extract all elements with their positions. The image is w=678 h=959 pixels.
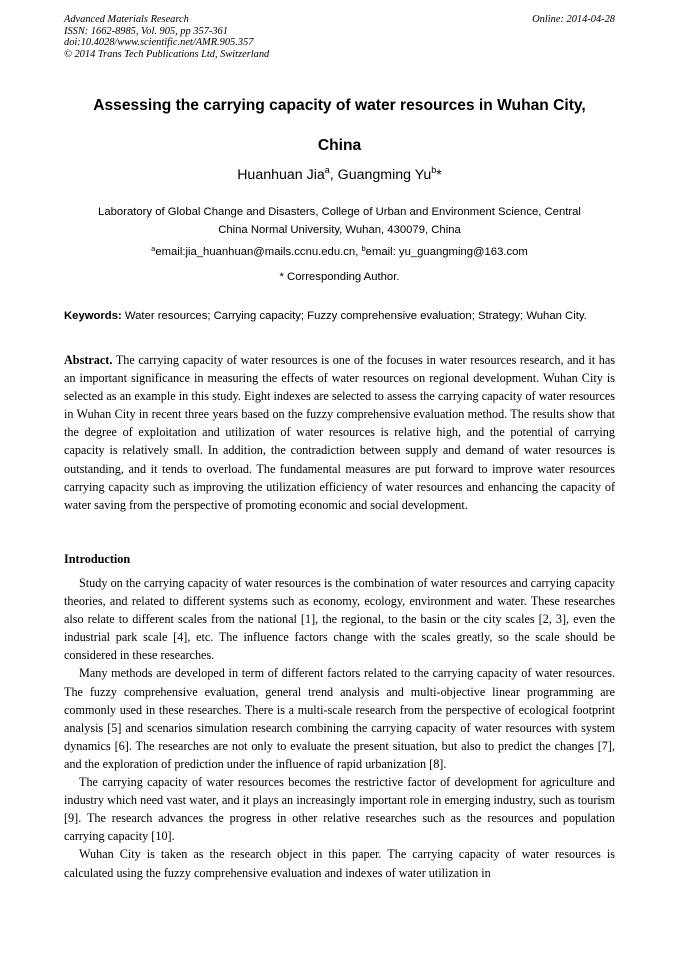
affiliation [64,203,615,239]
doi-line: doi:10.4028/www.scientific.net/AMR.905.357 [64,37,254,49]
email-1-mark: a [151,244,156,253]
intro-paragraph: The carrying capacity of water resources becomes the restrictive factor of development for agriculture and industry which need vast water, and it plays an increasingly important role in emerging industry, such as tourism [9]. The research advances the progress in other relative researches such as the resources and population carrying capacity [10]. [64,775,615,844]
author-list [64,165,615,185]
email-2-mark: b [361,244,366,253]
intro-paragraph: Wuhan City is taken as the research object in this paper. The carrying capacity of water resources is calculated using the fuzzy comprehensive evaluation and indexes of water utilization in [64,847,615,880]
issn-line: ISSN: 1662-8985, Vol. 905, pp 357-361 [64,25,228,37]
affiliation-line-2: China Normal University, Wuhan, 430079, China [218,224,461,236]
email-1: email:jia_huanhuan@mails.ccnu.edu.cn, [155,246,362,258]
author-2: Guangming Yu [337,167,432,183]
title-line-2: China [317,137,362,154]
corresponding-star: * [436,167,442,183]
intro-paragraph: Study on the carrying capacity of water resources is the combination of water resources and carrying capacity theories, and related to different systems such as economy, ecology, environment and water. These researches also relate to different scales from the national [1], the regional, to the basin or the city scales [2, 3], even the industrial park scale [4], etc. The influence factors change with the scales greatly, so the scale should be considered in these researches. [64,576,615,663]
email-2: email: yu_guangming@163.com [365,246,528,258]
paper-title [64,86,615,166]
abstract [64,351,615,514]
author-separator: , [329,167,338,183]
abstract-text: The carrying capacity of water resources is one of the focuses in water resources research, and it has an important significance in measuring the effects of water resources on regional development. Wuhan City is selected as an example in this study. Eight indexes are selected to assess the carrying capacity of water resources in Wuhan City in recent three years based on the fuzzy comprehensive evaluation method. The results show that the degree of exploitation and utilization of water resources is relative high, and the potential of carrying capacity is relatively small. In addition, the contradiction between supply and demand of water resources is outstanding, and it tends to overload. The fundamental measures are put forward to improve water resources carrying capacity such as improving the utilization efficiency of water resources and enhancing the capacity of water saving from the perspective of promoting economic and social development. [64,353,615,512]
journal-header [64,14,615,60]
author-emails [64,245,615,259]
title-line-1: Assessing the carrying capacity of water resources in Wuhan City, [93,97,586,114]
author-1: Huanhuan Jia [237,167,325,183]
corresponding-note: * Corresponding Author. [279,271,400,283]
copyright-line: © 2014 Trans Tech Publications Ltd, Switzerland [64,48,270,60]
online-date: Online: 2014-04-28 [532,14,615,25]
keywords-text: Water resources; Carrying capacity; Fuzzy comprehensive evaluation; Strategy; Wuhan City. [121,310,587,322]
author-2-affil-mark: b [431,165,437,175]
keywords-label: Keywords: [64,310,122,322]
affiliation-line-1: Laboratory of Global Change and Disasters, College of Urban and Environment Science, Central [98,206,581,218]
intro-paragraph: Many methods are developed in term of different factors related to the carrying capacity of water resources. The fuzzy comprehensive evaluation, general trend analysis and multi-objective linear programming are commonly used in these researches. There is a multi-scale research from the perspective of ecological footprint analysis [5] and scenarios simulation research combining the carrying capacity of water resources with system dynamics [6]. The researches are not only to evaluate the present situation, but also to predict the changes [7], and the exploration of prediction under the influence of rapid urbanization [8]. [64,666,615,771]
abstract-label: Abstract. [64,353,113,367]
journal-name: Advanced Materials Research [64,14,189,25]
author-1-affil-mark: a [324,165,330,175]
keywords [64,308,615,325]
introduction-body [64,574,615,882]
introduction-heading: Introduction [64,552,131,566]
